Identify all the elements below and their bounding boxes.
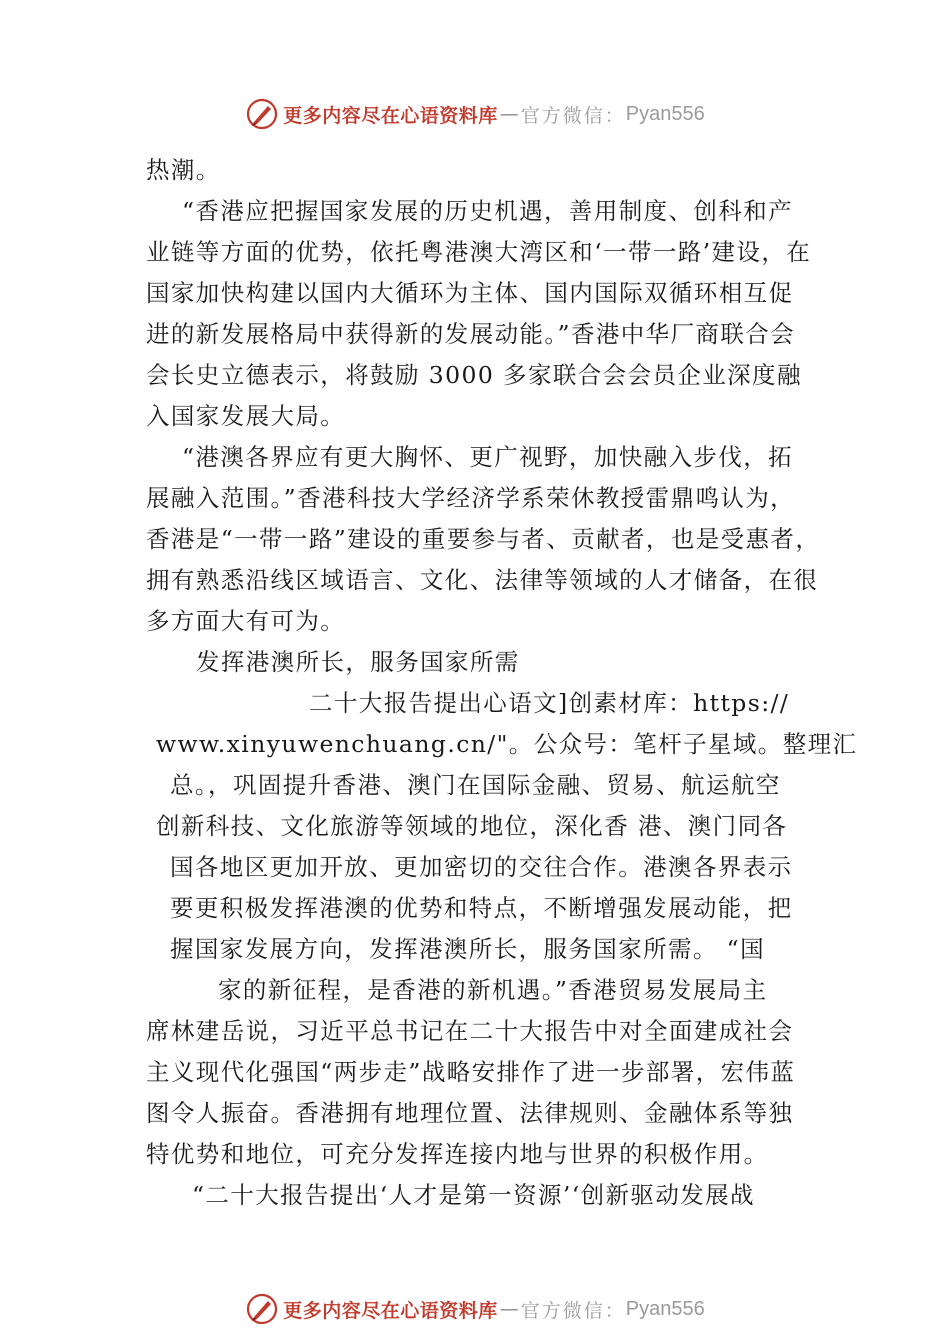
text-line: 特优势和地位，可充分发挥连接内地与世界的积极作用。 bbox=[146, 1140, 769, 1168]
text-line: 进的新发展格局中获得新的发展动能。”香港中华厂商联合会 bbox=[146, 320, 796, 348]
text-line: 展融入范围。”香港科技大学经济学系荣休教授雷鼎鸣认为， bbox=[146, 484, 796, 512]
text-line: “二十大报告提出‘人才是第一资源’‘创新驱动发展战 bbox=[192, 1181, 755, 1209]
text-line: 家的新征程，是香港的新机遇。”香港贸易发展局主 bbox=[218, 976, 768, 1004]
section-heading: 发挥港澳所长，服务国家所需 bbox=[196, 648, 520, 676]
text-line: 二十大报告提出心语文]创素材库：https:// bbox=[309, 689, 790, 717]
text-line: 要更积极发挥港澳的优势和特点，不断增强发展动能，把 bbox=[170, 894, 793, 922]
header-brand-text: 更多内容尽在心语资料库 bbox=[283, 104, 498, 127]
pen-logo-icon bbox=[245, 97, 279, 131]
text-line: “港澳各界应有更大胸怀、更广视野，加快融入步伐，拓 bbox=[182, 443, 794, 471]
header-wechat-label: 官方微信： bbox=[520, 104, 626, 127]
text-line: 创新科技、文化旅游等领域的地位，深化香 港、澳门同各 bbox=[156, 812, 788, 840]
text-line: 业链等方面的优势，依托粤港澳大湾区和‘一带一路’建设，在 bbox=[146, 238, 812, 266]
footer-watermark-banner bbox=[0, 1289, 950, 1329]
text-line: 拥有熟悉沿线区域语言、文化、法律等领域的人才储备，在很 bbox=[146, 566, 819, 594]
header-wechat-id: Pyan556 bbox=[625, 102, 705, 125]
text-line: 会长史立德表示，将鼓励 3000 多家联合会会员企业深度融 bbox=[146, 361, 802, 389]
text-line: 主义现代化强国“两步走”战略安排作了进一步部署，宏伟蓝 bbox=[146, 1058, 796, 1086]
text-line: 热潮。 bbox=[146, 156, 221, 184]
header-watermark-banner bbox=[0, 94, 950, 134]
document-body bbox=[146, 150, 858, 1216]
pen-logo-icon bbox=[245, 1292, 279, 1326]
header-separator: — bbox=[499, 103, 519, 125]
text-line: 国各地区更加开放、更加密切的交往合作。港澳各界表示 bbox=[170, 853, 793, 881]
text-line: “香港应把握国家发展的历史机遇，善用制度、创科和产 bbox=[182, 197, 794, 225]
footer-wechat-id: Pyan556 bbox=[625, 1297, 705, 1320]
text-line: 入国家发展大局。 bbox=[146, 402, 346, 430]
footer-brand-text: 更多内容尽在心语资料库 bbox=[283, 1299, 498, 1322]
text-line: www.xinyuwenchuang.cn/"。公众号：笔杆子星域。整理汇 bbox=[156, 730, 858, 758]
text-line: 图令人振奋。香港拥有地理位置、法律规则、金融体系等独 bbox=[146, 1099, 794, 1127]
text-line: 多方面大有可为。 bbox=[146, 607, 346, 635]
footer-separator: — bbox=[499, 1298, 519, 1320]
footer-wechat-label: 官方微信： bbox=[520, 1299, 626, 1322]
text-line: 握国家发展方向，发挥港澳所长，服务国家所需。 “国 bbox=[170, 935, 765, 963]
text-line: 席林建岳说，习近平总书记在二十大报告中对全面建成社会 bbox=[146, 1017, 794, 1045]
text-line: 总。，巩固提升香港、澳门在国际金融、贸易、航运航空 bbox=[170, 771, 781, 799]
text-line: 国家加快构建以国内大循环为主体、国内国际双循环相互促 bbox=[146, 279, 794, 307]
text-line: 香港是“一带一路”建设的重要参与者、贡献者，也是受惠者， bbox=[146, 525, 821, 553]
